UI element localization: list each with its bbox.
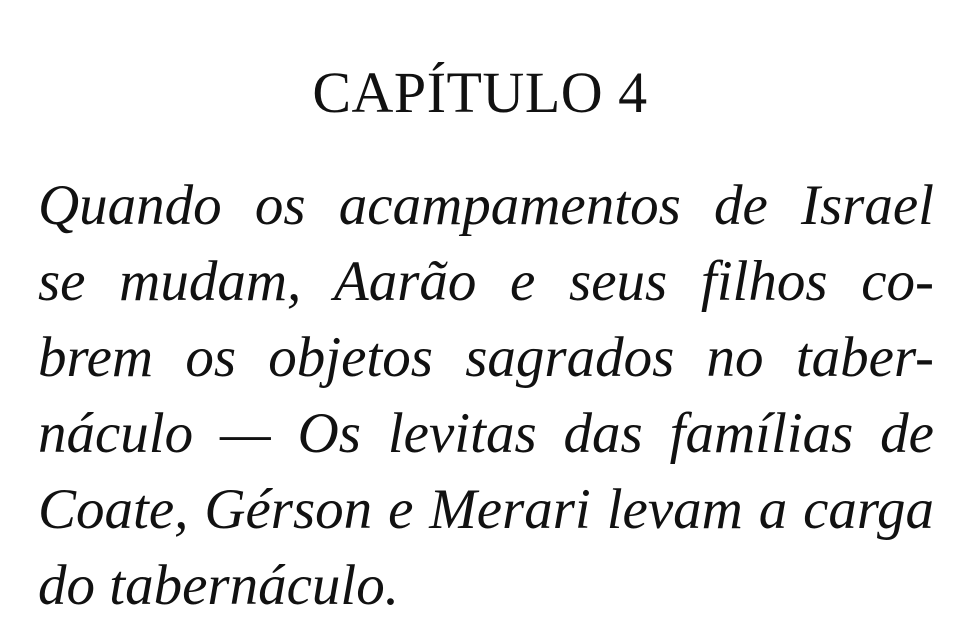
summary-line-4: náculo — Os levitas das famílias de [38, 402, 934, 465]
chapter-title: CAPÍTULO 4 [312, 60, 648, 125]
summary-line-1: Quando os acampamentos de Israel [38, 174, 934, 237]
summary-line-6: do tabernáculo. [38, 554, 399, 617]
summary-line-5: Coate, Gérson e Merari levam a carga [38, 478, 934, 541]
chapter-summary [38, 168, 934, 624]
summary-line-3: brem os objetos sagrados no taber- [38, 326, 934, 389]
summary-line-2: se mudam, Aarão e seus filhos co- [38, 250, 934, 313]
